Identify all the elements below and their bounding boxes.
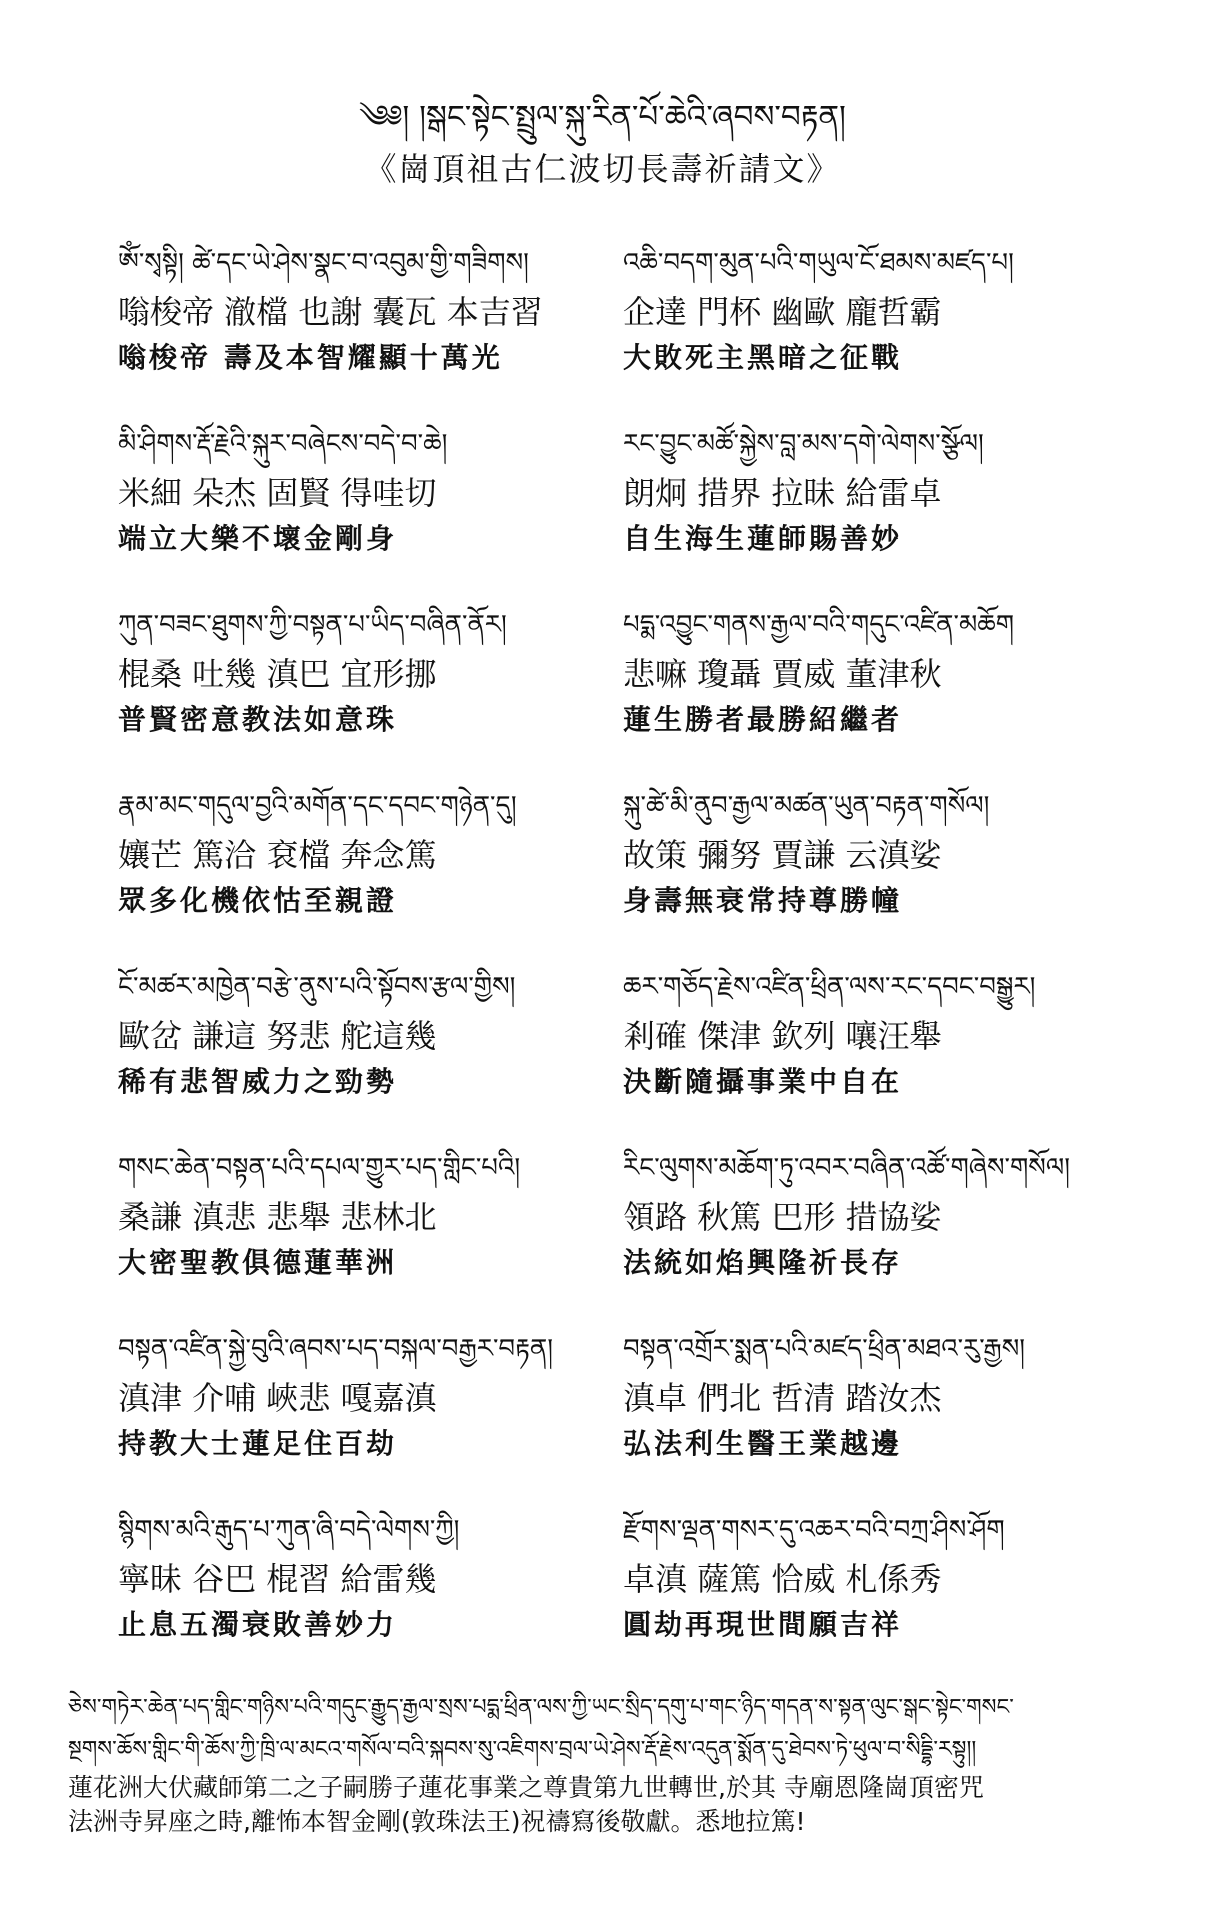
verse-3 — [118, 602, 1118, 783]
phonetic-line: 剎確 傑津 欽列 嚷汪舉 — [623, 1017, 942, 1055]
tibetan-line: རིང་ལུགས་མཆོག་ཏུ་འབར་བཞིན་འཚོ་གཞེས་གསོལ། — [623, 1153, 1070, 1183]
tibetan-line: སྐུ་ཚེ་མི་ནུབ་རྒྱལ་མཚན་ཡུན་བརྟན་གསོལ། — [623, 791, 990, 821]
phonetic-line: 故策 彌努 賈謙 云滇娑 — [623, 836, 942, 874]
translation-line: 端立大樂不壞金剛身 — [118, 522, 398, 555]
tibetan-title: ༄༅། །སྒང་སྟེང་སྤྲུལ་སྐུ་རིན་པོ་ཆེའི་ཞབས་བརྟན། — [359, 99, 846, 135]
verse-left-column — [118, 1326, 623, 1507]
phonetic-line: 米細 朵杰 固賢 得哇切 — [118, 474, 437, 512]
tibetan-line: འཆི་བདག་མུན་པའི་གཡུལ་ངོ་ཐམས་མཛད་པ། — [623, 248, 1014, 278]
translation-line: 大密聖教俱德蓮華洲 — [118, 1246, 398, 1279]
verse-right-column — [623, 602, 1118, 783]
verse-1 — [118, 240, 1118, 421]
translation-line: 蓮生勝者最勝紹繼者 — [623, 703, 903, 736]
verse-right-column — [623, 964, 1118, 1145]
verse-4 — [118, 783, 1118, 964]
phonetic-line: 嗡梭帝 澈檔 也謝 囊瓦 本吉習 — [118, 293, 543, 331]
verse-right-column — [623, 783, 1118, 964]
tibetan-line: སྙིགས་མའི་རྒུད་པ་ཀུན་ཞི་བདེ་ལེགས་ཀྱི། — [118, 1515, 460, 1545]
translation-line: 眾多化機依怙至親證 — [118, 884, 398, 917]
colophon-tibetan-line-1: ཅེས་གཏེར་ཆེན་པད་གླིང་གཉིས་པའི་གདུང་རྒྱུད་རྒྱལ་སྲས་པདྨ་ཕྲིན་ལས་ཀྱི་ཡང་སྲིད་དགུ་པ་གང་ཉིད་གདན་ས་སྟན་ལུང་སྒང་སྟེང་གསང་ — [68, 1695, 1014, 1720]
translation-line: 止息五濁衰敗善妙力 — [118, 1608, 398, 1641]
tibetan-line: གསང་ཆེན་བསྟན་པའི་དཔལ་གྱུར་པད་གླིང་པའི། — [118, 1153, 521, 1183]
colophon-chinese-line-2: 法洲寺昇座之時,離怖本智金剛(敦珠法王)祝禱寫後敬獻。悉地拉篤! — [68, 1807, 806, 1836]
verse-7 — [118, 1326, 1118, 1507]
verse-left-column — [118, 421, 623, 602]
phonetic-line: 滇卓 們北 哲清 踏汝杰 — [623, 1379, 942, 1417]
translation-line: 嗡梭帝 壽及本智耀顯十萬光 — [118, 341, 503, 374]
verse-right-column — [623, 240, 1118, 421]
tibetan-line: རང་བྱུང་མཚོ་སྐྱེས་བླ་མས་དགེ་ལེགས་སྩོལ། — [623, 429, 984, 459]
header — [0, 95, 1205, 191]
chinese-title: 《崗頂祖古仁波切長壽祈請文》 — [364, 150, 841, 188]
verse-right-column — [623, 421, 1118, 602]
tibetan-line: རྣམ་མང་གདུལ་བྱའི་མགོན་དང་དབང་གཉེན་དུ། — [118, 791, 517, 821]
translation-line: 圓劫再現世間願吉祥 — [623, 1608, 903, 1641]
verse-left-column — [118, 602, 623, 783]
verse-8 — [118, 1507, 1118, 1688]
tibetan-line: ཀུན་བཟང་ཐུགས་ཀྱི་བསྟན་པ་ཡིད་བཞིན་ནོར། — [118, 610, 507, 640]
verse-left-column — [118, 1145, 623, 1326]
translation-line: 大敗死主黑暗之征戰 — [623, 341, 903, 374]
translation-line: 持教大士蓮足住百劫 — [118, 1427, 398, 1460]
verse-left-column — [118, 240, 623, 421]
phonetic-line: 歐岔 謙這 努悲 舵這幾 — [118, 1017, 437, 1055]
colophon-tibetan-line-2: སྔགས་ཆོས་གླིང་གི་ཆོས་ཀྱི་ཁྲི་ལ་མངའ་གསོལ་བའི་སྐབས་སུ་འཇིགས་བྲལ་ཡེ་ཤེས་རྡོ་རྗེས་འདུན་སྨོན་དུ་ཐེབས་ཏེ་ཕུལ་བ་སིདྡྷི་རསྟུ།། — [68, 1737, 977, 1762]
tibetan-line: ཨོཾ་སྭསྟི། ཚེ་དང་ཡེ་ཤེས་སྣང་བ་འབུམ་གྱི་གཟིགས། — [118, 248, 529, 278]
verse-right-column — [623, 1145, 1118, 1326]
verse-5 — [118, 964, 1118, 1145]
verse-right-column — [623, 1507, 1118, 1688]
translation-line: 決斷隨攝事業中自在 — [623, 1065, 903, 1098]
translation-line: 弘法利生醫王業越邊 — [623, 1427, 903, 1460]
tibetan-line: ངོ་མཚར་མཁྱེན་བརྩེ་ནུས་པའི་སྟོབས་རྩལ་གྱིས། — [118, 972, 516, 1002]
phonetic-line: 孃芒 篤洽 袞檔 奔念篤 — [118, 836, 437, 874]
verse-left-column — [118, 964, 623, 1145]
translation-line: 身壽無衰常持尊勝幢 — [623, 884, 903, 917]
verse-right-column — [623, 1326, 1118, 1507]
phonetic-line: 桑謙 滇悲 悲舉 悲林北 — [118, 1198, 437, 1236]
phonetic-line: 棍桑 吐幾 滇巴 宜形挪 — [118, 655, 437, 693]
tibetan-line: མི་ཤིགས་རྡོ་རྗེའི་སྐུར་བཞེངས་བདེ་བ་ཆེ། — [118, 429, 448, 459]
verse-2 — [118, 421, 1118, 602]
phonetic-line: 企達 門杯 幽歐 龐哲霸 — [623, 293, 942, 331]
verse-list — [118, 240, 1118, 1688]
verse-left-column — [118, 1507, 623, 1688]
translation-line: 自生海生蓮師賜善妙 — [623, 522, 903, 555]
colophon — [68, 1688, 1148, 1840]
tibetan-line: རྫོགས་ལྡན་གསར་དུ་འཆར་བའི་བཀྲ་ཤིས་ཤོག — [623, 1515, 1005, 1545]
phonetic-line: 卓滇 薩篤 恰威 札係秀 — [623, 1560, 942, 1598]
tibetan-line: ཆར་གཅོད་རྗེས་འཛིན་ཕྲིན་ལས་རང་དབང་བསྒྱུར། — [623, 972, 1036, 1002]
tibetan-line: བསྟན་འགྲོར་སྨན་པའི་མཛད་ཕྲིན་མཐའ་རུ་རྒྱས། — [623, 1334, 1026, 1364]
phonetic-line: 領路 秋篤 巴形 措協娑 — [623, 1198, 942, 1236]
colophon-chinese-line-1: 蓮花洲大伏藏師第二之子嗣勝子蓮花事業之尊貴第九世轉世,於其 寺廟恩隆崗頂密咒 — [68, 1773, 984, 1802]
tibetan-line: བསྟན་འཛིན་སྐྱེ་བུའི་ཞབས་པད་བསྐལ་བརྒྱར་བརྟན། — [118, 1334, 553, 1364]
verse-6 — [118, 1145, 1118, 1326]
translation-line: 法統如焰興隆祈長存 — [623, 1246, 903, 1279]
phonetic-line: 悲嘛 瓊聶 賈威 董津秋 — [623, 655, 942, 693]
verse-left-column — [118, 783, 623, 964]
translation-line: 普賢密意教法如意珠 — [118, 703, 398, 736]
translation-line: 稀有悲智威力之勁勢 — [118, 1065, 398, 1098]
phonetic-line: 朗炯 措界 拉昧 給雷卓 — [623, 474, 942, 512]
phonetic-line: 滇津 介哺 峽悲 嘎嘉滇 — [118, 1379, 437, 1417]
tibetan-line: པདྨ་འབྱུང་གནས་རྒྱལ་བའི་གདུང་འཛིན་མཆོག — [623, 610, 1015, 640]
phonetic-line: 寧昧 谷巴 棍習 給雷幾 — [118, 1560, 437, 1598]
